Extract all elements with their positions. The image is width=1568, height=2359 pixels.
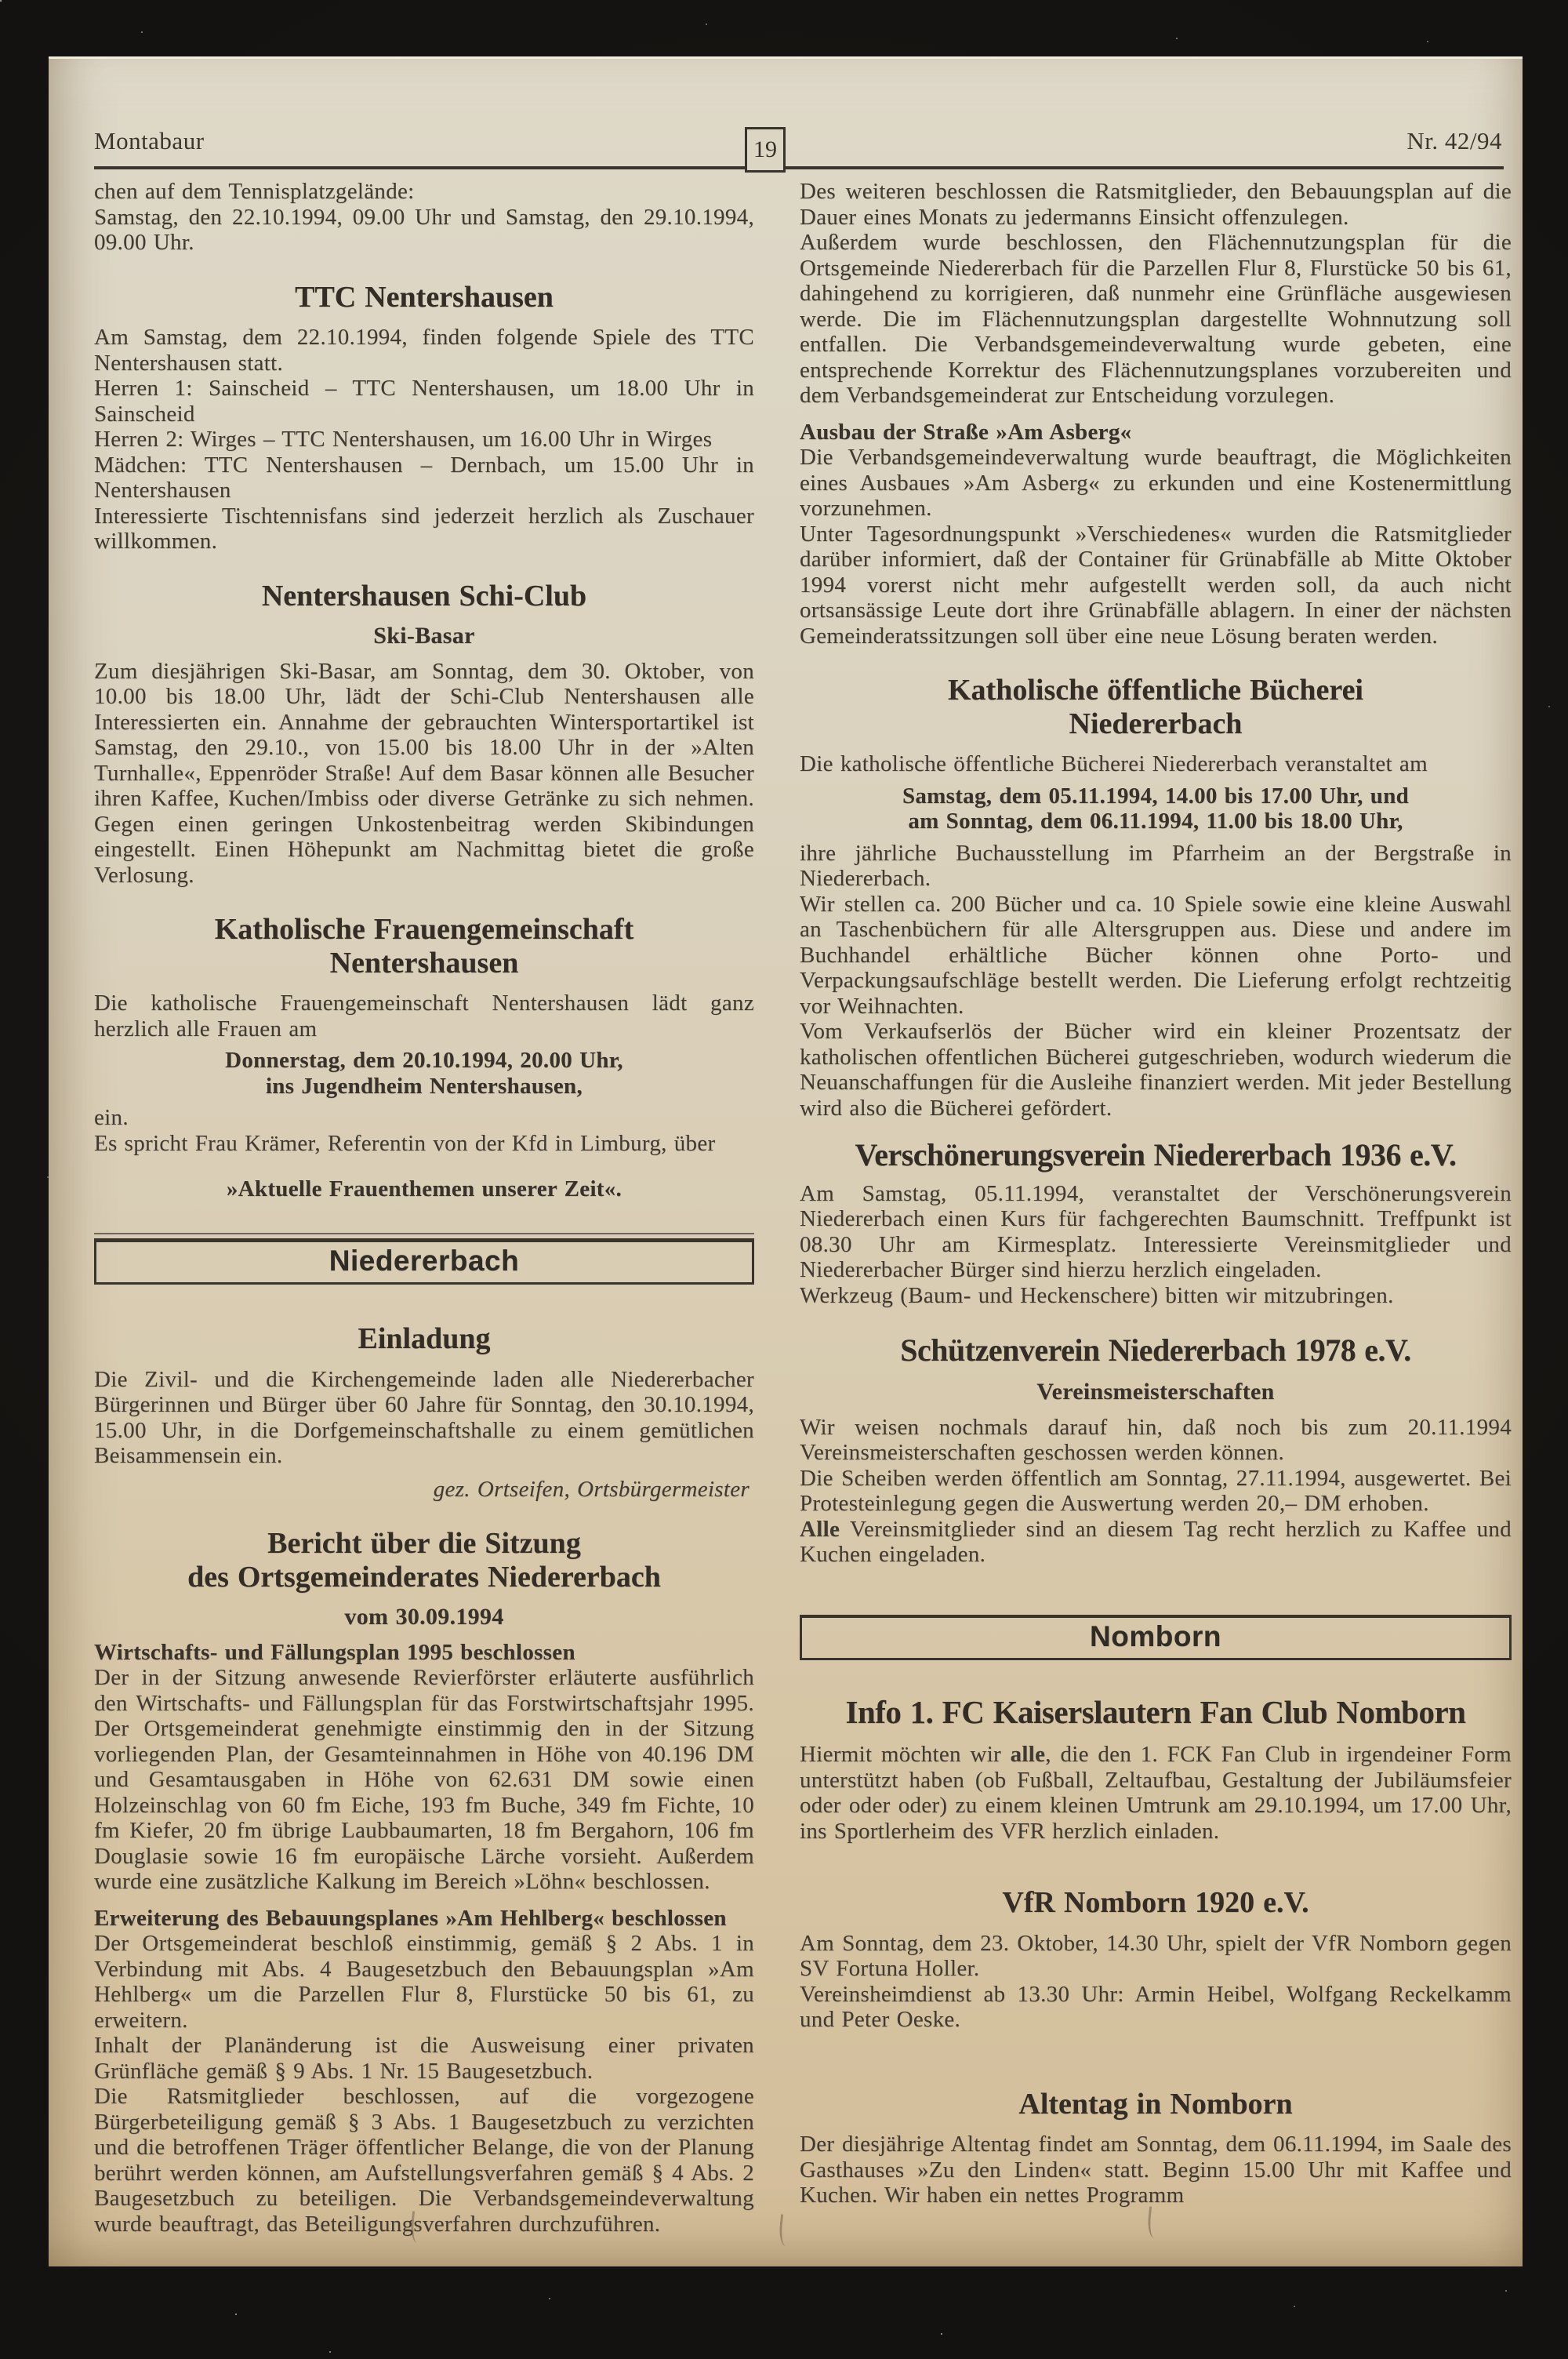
- page-number-box: [745, 127, 786, 173]
- left-column: [94, 179, 754, 2237]
- section-title-ttc: TTC Nentershausen: [295, 280, 554, 314]
- paragraph-text: Vereinsmitglieder sind an diesem Tag recht herzlich zu Kaffee und Kuchen eingeladen.: [800, 1516, 1512, 1568]
- paragraph: Inhalt der Planänderung ist die Ausweisung einer privaten Grünfläche gemäß § 9 Abs. 1 Nr. 15 Baugesetzbuch.: [94, 2033, 754, 2084]
- section-title-sitzungsbericht: [94, 1527, 754, 1594]
- title-line: Niedererbach: [1069, 707, 1243, 740]
- event-date-block: [94, 1048, 754, 1099]
- paragraph: Am Samstag, dem 22.10.1994, finden folgende Spiele des TTC Nentershausen statt.: [94, 325, 754, 376]
- paragraph: Herren 1: Sainscheid – TTC Nentershausen, um 18.00 Uhr in Sainscheid: [94, 376, 754, 427]
- masthead-location: Montabaur: [94, 127, 205, 154]
- title-line: des Ortsgemeinderates Niedererbach: [187, 1560, 661, 1594]
- section-title-buecherei: [800, 674, 1512, 740]
- section-title-schuetzenverein: Schützenverein Niedererbach 1978 e.V.: [900, 1332, 1411, 1369]
- event-date-block: [800, 783, 1512, 834]
- emphasized-word: Alle: [800, 1516, 840, 1542]
- section-title-altentag: Altentag in Nomborn: [1018, 2087, 1293, 2121]
- event-date-line: Samstag, dem 05.11.1994, 14.00 bis 17.00 Uhr, und: [902, 783, 1410, 809]
- paragraph: Die Scheiben werden öffentlich am Sonntag, 27.11.1994, ausgewertet. Bei Protesteinlegung gegen die Auswertung werden 20,– DM erhoben.: [800, 1465, 1512, 1517]
- lecture-topic: »Aktuelle Frauenthemen unserer Zeit«.: [226, 1176, 622, 1202]
- paper-edge-mark: [409, 2211, 424, 2243]
- paper-edge-mark: [778, 2214, 793, 2246]
- paragraph: Vom Verkaufserlös der Bücher wird ein kleiner Prozentsatz der katholischen offentlichen Bücherei gutgeschrieben, wodurch wiederum die Neuanschaffungen für die Ausleihe finanziert werden. Mit jeder Bestellung wird also die Bücherei gefördert.: [800, 1019, 1512, 1121]
- run-in-heading: Ausbau der Straße »Am Asberg«: [800, 419, 1132, 445]
- right-column: [800, 179, 1512, 2208]
- title-line: Katholische Frauengemeinschaft: [214, 913, 634, 947]
- paragraph: Am Samstag, 05.11.1994, veranstaltet der Verschönerungsverein Niedererbach einen Kurs für fachgerechten Baumschnitt. Treffpunkt ist 08.30 Uhr am Kirmesplatz. Interessierte Vereinsmitglieder und Niedererbacher Bürger sind hierzu herzlich eingeladen.: [800, 1180, 1512, 1283]
- paragraph: Interessierte Tischtennisfans sind jederzeit herzlich als Zuschauer willkommen.: [94, 503, 754, 554]
- paragraph: Unter Tagesordnungspunkt »Verschiedenes« wurden die Ratsmitglieder darüber informiert, daß der Container für Grünabfälle ab Mitte Oktober 1994 vorerst nicht mehr aufgestellt werden soll, da auch nicht ortsansässige Leute dort ihre Grünabfälle ablagern. In einer der nächsten Gemeinderatssitzungen soll über eine neue Lösung beraten werden.: [800, 521, 1512, 649]
- paragraph: Der diesjährige Altentag findet am Sonntag, dem 06.11.1994, im Saale des Gasthauses »Zu den Linden« statt. Beginn 15.00 Uhr mit Kaffee und Kuchen. Wir haben ein nettes Programm: [800, 2132, 1512, 2208]
- paragraph: ihre jährliche Buchausstellung im Pfarrheim an der Bergstraße in Niedererbach.: [800, 840, 1512, 892]
- event-date-line: ins Jugendheim Nentershausen,: [265, 1073, 583, 1099]
- newsletter-paper: [49, 56, 1523, 2266]
- paragraph: [800, 1742, 1512, 1844]
- paragraph: Wir weisen nochmals darauf hin, daß noch bis zum 20.11.1994 Vereinsmeisterschaften geschossen werden können.: [800, 1414, 1512, 1466]
- continuation-paragraph: Samstag, den 22.10.1994, 09.00 Uhr und Samstag, den 29.10.1994, 09.00 Uhr.: [94, 204, 754, 255]
- paper-edge-mark: [1146, 2206, 1161, 2238]
- paragraph: Die Ratsmitglieder beschlossen, auf die vorgezogene Bürgerbeteiligung gemäß § 3 Abs. 1 Baugesetzbuch zu verzichten und die betroffenen Träger öffentlicher Belange, die von der Planung berührt werden können, am Aufstellungsverfahren gemäß § 4 Abs. 2 Baugesetzbuch zu beteiligen. Die Verbandsgemeindeverwaltung wurde beauftragt, das Beteiligungsverfahren durchzuführen.: [94, 2084, 754, 2237]
- masthead-issue-number: Nr. 42/94: [1406, 127, 1502, 154]
- continuation-paragraph: chen auf dem Tennisplatzgelände:: [94, 179, 415, 204]
- title-line: Nentershausen: [329, 946, 519, 980]
- paragraph: Die Zivil- und die Kirchengemeinde laden alle Niedererbacher Bürgerinnen und Bürger über 60 Jahre für Sonntag, den 30.10.1994, 15.00 Uhr, in die Dorfgemeinschaftshalle zu einem gemütlichen Beisammensein ein.: [94, 1366, 754, 1469]
- paragraph: Vereinsheimdienst ab 13.30 Uhr: Armin Heibel, Wolfgang Reckelkamm und Peter Oeske.: [800, 1981, 1512, 2033]
- paragraph: Es spricht Frau Krämer, Referentin von der Kfd in Limburg, über: [94, 1130, 716, 1156]
- section-title-einladung: Einladung: [358, 1322, 491, 1356]
- page-number: 19: [753, 136, 777, 162]
- paragraph: Der in der Sitzung anwesende Revierförster erläuterte ausführlich den Wirtschafts- und Fällungsplan für das Forstwirtschaftsjahr 1995. Der Ortsgemeinderat genehmigte einstimmig den in der Sitzung vorliegenden Plan, der Gesamteinnahmen in Höhe von 40.196 DM und Gesamtausgaben in Höhe von 62.631 DM sowie einen Holzeinschlag von 60 fm Eiche, 193 fm Buche, 349 fm Fichte, 10 fm Kiefer, 20 fm übrige Laubbaumarten, 18 fm Bergahorn, 106 fm Douglasie sowie 16 fm europäische Lärche vorsieht. Außerdem wurde eine zusätzliche Kalkung im Bereich »Löhn« beschlossen.: [94, 1665, 754, 1895]
- event-date-line: Donnerstag, dem 20.10.1994, 20.00 Uhr,: [225, 1048, 623, 1074]
- paragraph: ein.: [94, 1105, 129, 1131]
- paragraph: [800, 1517, 1512, 1568]
- subsection-title-date: vom 30.09.1994: [344, 1604, 504, 1630]
- title-line: Bericht über die Sitzung: [267, 1527, 581, 1561]
- event-date-line: am Sonntag, dem 06.11.1994, 11.00 bis 18.00 Uhr,: [908, 809, 1403, 834]
- continuation-paragraph: Außerdem wurde beschlossen, den Flächennutzungsplan für die Ortsgemeinde Niedererbach für die Parzellen Flur 8, Flurstücke 50 bis 61, dahingehend zu korrigieren, daß nunmehr eine Grünfläche ausgewiesen werde. Die im Flächennutzungsplan dargestellte Wohnnutzung soll entfallen. Die Verbandsgemeindeverwaltung wurde gebeten, eine entsprechende Korrektur des Flächennutzungsplanes vorzubereiten und dem Verbandsgemeinderat zur Entscheidung vorzulegen.: [800, 230, 1512, 408]
- section-title-schi-club: Nentershausen Schi-Club: [261, 579, 587, 612]
- municipality-header-nomborn: Nomborn: [800, 1615, 1512, 1661]
- paragraph: Werkzeug (Baum- und Heckenschere) bitten wir mitzubringen.: [800, 1282, 1394, 1308]
- paragraph: Die katholische Frauengemeinschaft Nentershausen lädt ganz herzlich alle Frauen am: [94, 990, 754, 1041]
- section-title-verschoenerungsverein: Verschönerungsverein Niedererbach 1936 e.V.: [855, 1137, 1457, 1173]
- paragraph: Zum diesjährigen Ski-Basar, am Sonntag, dem 30. Oktober, von 10.00 bis 18.00 Uhr, lädt der Schi-Club Nentershausen alle Interessierten ein. Annahme der gebrauchten Wintersportartikel ist Samstag, den 29.10., von 15.00 bis 18.00 Uhr in der »Alten Turnhalle«, Eppenröder Straße! Auf dem Basar können alle Besucher ihren Kaffee, Kuchen/Imbiss oder diverse Getränke zu sich nehmen. Gegen einen geringen Unkostenbeitrag werden Skibindungen eingestellt. Einen Höhepunkt am Nachmittag bietet die große Verlosung.: [94, 658, 754, 888]
- run-in-heading: Erweiterung des Bebauungsplanes »Am Hehlberg« beschlossen: [94, 1905, 727, 1931]
- title-line: Katholische öffentliche Bücherei: [947, 674, 1363, 707]
- paragraph: Am Sonntag, dem 23. Oktober, 14.30 Uhr, spielt der VfR Nomborn gegen SV Fortuna Holler.: [800, 1930, 1512, 1982]
- emphasized-word: alle: [1010, 1742, 1046, 1768]
- section-title-frauengemeinschaft: [94, 913, 754, 980]
- masthead-rule: [94, 166, 1504, 169]
- signature-line: gez. Ortseifen, Ortsbürgermeister: [433, 1476, 750, 1502]
- continuation-paragraph: Des weiteren beschlossen die Ratsmitglieder, den Bebauungsplan auf die Dauer eines Monats zu jedermanns Einsicht offenzulegen.: [800, 179, 1512, 230]
- subsection-title-vereinsmeisterschaften: Vereinsmeisterschaften: [1036, 1379, 1275, 1405]
- subsection-title-ski-basar: Ski-Basar: [373, 623, 475, 649]
- paragraph: Mädchen: TTC Nentershausen – Dernbach, um 15.00 Uhr in Nentershausen: [94, 452, 754, 503]
- paragraph: Die Verbandsgemeindeverwaltung wurde beauftragt, die Möglichkeiten eines Ausbaues »Am Asberg« zu erkunden und eine Kostenermittlung vorzunehmen.: [800, 445, 1512, 521]
- paragraph: Der Ortsgemeinderat beschloß einstimmig, gemäß § 2 Abs. 1 in Verbindung mit Abs. 4 Baugesetzbuch den Bebauungsplan »Am Hehlberg« um die Parzellen Flur 8, Flurstücke 50 bis 61, zu erweitern.: [94, 1931, 754, 2033]
- paragraph: Die katholische öffentliche Bücherei Niedererbach veranstaltet am: [800, 751, 1428, 777]
- paragraph: Wir stellen ca. 200 Bücher und ca. 10 Spiele sowie eine kleine Auswahl an Taschenbüchern für alle Altersgruppen aus. Diese und andere im Buchhandel erhältliche Bücher können ohne Porto- und Verpackungsaufschläge bestellt werden. Die Lieferung erfolgt rechtzeitig vor Weihnachten.: [800, 891, 1512, 1019]
- run-in-heading: Wirtschafts- und Fällungsplan 1995 beschlossen: [94, 1639, 575, 1665]
- municipality-header-niedererbach: Niedererbach: [94, 1238, 754, 1285]
- section-title-fck-fanclub: Info 1. FC Kaiserslautern Fan Club Nomborn: [845, 1694, 1466, 1731]
- section-title-vfr-nomborn: VfR Nomborn 1920 e.V.: [1002, 1886, 1309, 1920]
- paragraph: Herren 2: Wirges – TTC Nentershausen, um 16.00 Uhr in Wirges: [94, 427, 713, 453]
- paragraph-text: , die den 1. FCK Fan Club in irgendeiner Form unterstützt haben (ob Fußball, Zeltaufbau, Gestaltung der Jubiläumsfeier oder oder oder) zu einem kleinen Umtrunk am 29.10.1994, um 17.00 Uhr, ins Sportlerheim des VFR herzlich einladen.: [800, 1742, 1512, 1844]
- scanner-dust: [0, 0, 2, 2]
- paragraph-text: Hiermit möchten wir: [800, 1742, 1011, 1768]
